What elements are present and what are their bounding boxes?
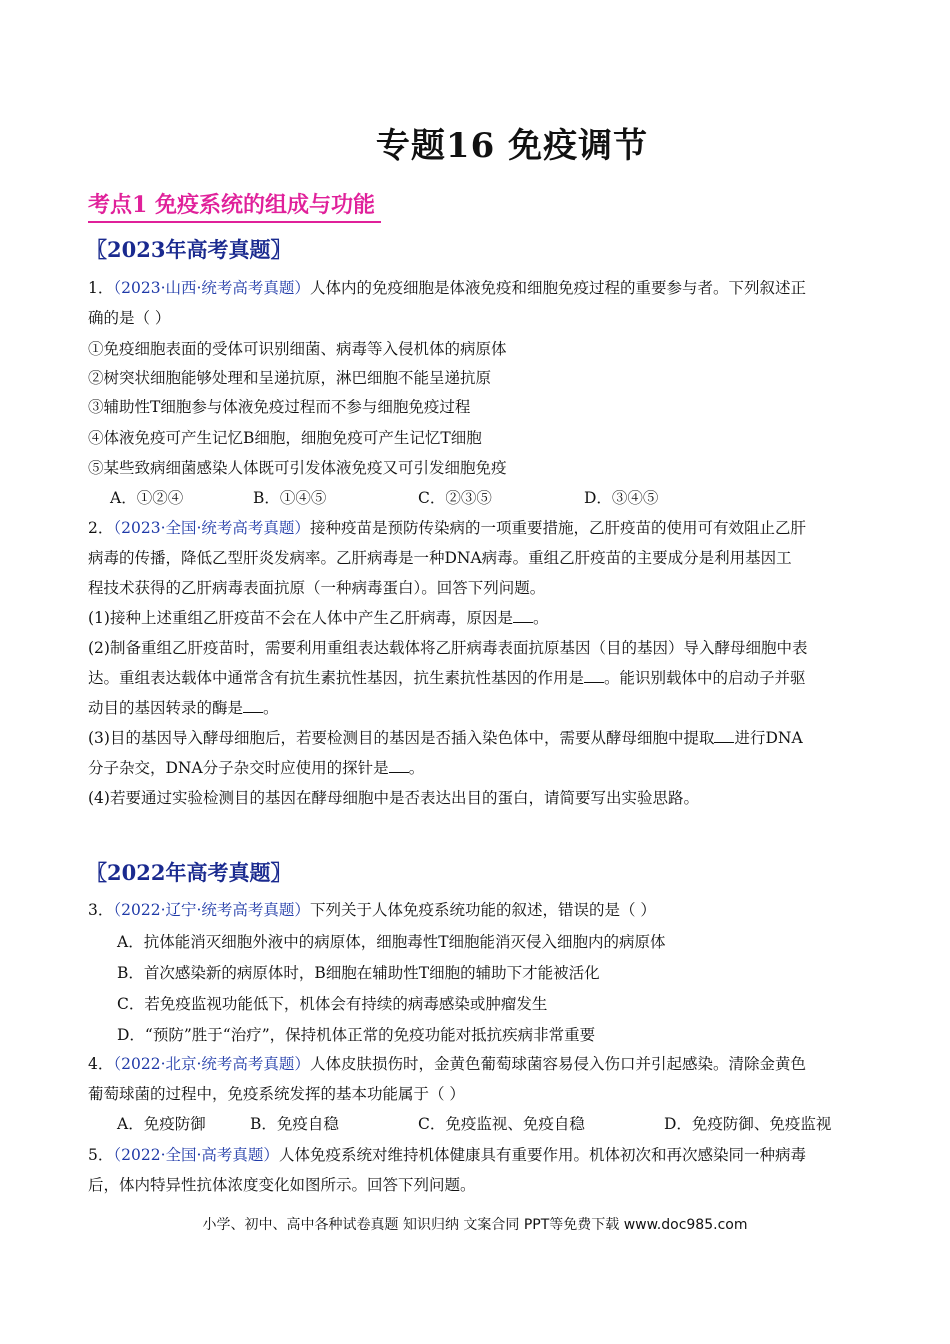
- answer-option-a: A．免疫防御: [117, 1115, 206, 1133]
- answer-option-b: B．首次感染新的病原体时，B细胞在辅助性T细胞的辅助下才能被活化: [117, 964, 600, 982]
- sub-question-text: 。: [532, 609, 549, 627]
- statement-item: ②树突状细胞能够处理和呈递抗原，淋巴细胞不能呈递抗原: [88, 369, 492, 387]
- statement-item: ③辅助性T细胞参与体液免疫过程而不参与细胞免疫过程: [88, 398, 471, 416]
- answer-option-d: D．“预防”胜于“治疗”，保持机体正常的免疫功能对抵抗疾病非常重要: [117, 1026, 596, 1044]
- answer-blank: [714, 728, 734, 743]
- question-stem: 人体内的免疫细胞是体液免疫和细胞免疫过程的重要参与者。下列叙述正: [309, 279, 806, 297]
- question-3: [88, 900, 656, 920]
- question-number: 5．: [88, 1146, 114, 1164]
- answer-option-c: C．②③⑤: [418, 489, 492, 507]
- sub-question-text: (1)接种上述重组乙肝疫苗不会在人体中产生乙肝病毒，原因是: [88, 609, 513, 627]
- answer-option-c: C．若免疫监视功能低下，机体会有持续的病毒感染或肿瘤发生: [117, 995, 548, 1013]
- answer-option-d: D．免疫防御、免疫监视: [664, 1115, 832, 1133]
- question-source: （2023·山西·统考高考真题）: [113, 279, 310, 297]
- sub-question-text: 。: [408, 759, 425, 777]
- question-number: 4．: [88, 1055, 114, 1073]
- question-stem-line: 程技术获得的乙肝病毒表面抗原（一种病毒蛋白）。回答下列问题。: [88, 579, 546, 597]
- question-stem-line: 后，体内特异性抗体浓度变化如图所示。回答下列问题。: [88, 1176, 476, 1194]
- question-number: 2．: [88, 519, 114, 537]
- answer-blank: [584, 668, 604, 683]
- sub-question-text: (3)目的基因导入酵母细胞后，若要检测目的基因是否插入染色体中，需要从酵母细胞中提取: [88, 729, 715, 747]
- sub-question-text: 动目的基因转录的酶是: [88, 699, 244, 717]
- question-stem: 人体皮肤损伤时，金黄色葡萄球菌容易侵入伤口并引起感染。清除金黄色: [309, 1055, 806, 1073]
- question-source: （2022·辽宁·统考高考真题）: [113, 901, 310, 919]
- question-stem-line: 葡萄球菌的过程中，免疫系统发挥的基本功能属于（ ）: [88, 1085, 465, 1103]
- answer-option-a: A．抗体能消灭细胞外液中的病原体，细胞毒性T细胞能消灭侵入细胞内的病原体: [117, 933, 666, 951]
- sub-question-2-cont: [88, 668, 806, 688]
- question-4: [88, 1054, 806, 1074]
- section-heading-2022: 〖2022年高考真题〗: [86, 860, 292, 885]
- sub-question-text: 。能识别载体中的启动子并驱: [604, 669, 806, 687]
- answer-blank: [389, 758, 409, 773]
- question-stem: 下列关于人体免疫系统功能的叙述，错误的是（ ）: [309, 901, 656, 919]
- answer-option-b: B．免疫自稳: [250, 1115, 339, 1133]
- page-footer: 小学、初中、高中各种试卷真题 知识归纳 文案合同 PPT等免费下载 www.doc985.com: [202, 1217, 748, 1233]
- sub-question-text: 。: [263, 699, 279, 717]
- sub-question-text: 分子杂交，DNA分子杂交时应使用的探针是: [88, 759, 389, 777]
- topic-heading: 考点1 免疫系统的组成与功能: [88, 188, 381, 223]
- sub-question-2-end: [88, 698, 279, 718]
- question-source: （2022·北京·统考高考真题）: [113, 1055, 310, 1073]
- answer-blank: [243, 698, 263, 713]
- answer-option-d: D．③④⑤: [584, 489, 659, 507]
- question-source: （2023·全国·统考高考真题）: [113, 519, 310, 537]
- page-title: 专题16 免疫调节: [375, 126, 649, 166]
- sub-question-text: 达。重组表达载体中通常含有抗生素抗性基因，抗生素抗性基因的作用是: [88, 669, 585, 687]
- sub-question-3-cont: [88, 758, 424, 778]
- sub-question-text: 进行DNA: [734, 729, 803, 747]
- statement-item: ①免疫细胞表面的受体可识别细菌、病毒等入侵机体的病原体: [88, 340, 507, 358]
- question-number: 3．: [88, 901, 114, 919]
- statement-item: ⑤某些致病细菌感染人体既可引发体液免疫又可引发细胞免疫: [88, 459, 507, 477]
- sub-question-3: [88, 728, 803, 748]
- answer-blank: [513, 608, 533, 623]
- question-stem-line: 病毒的传播，降低乙型肝炎发病率。乙肝病毒是一种DNA病毒。重组乙肝疫苗的主要成分是利用基因工: [88, 549, 792, 567]
- question-stem: 接种疫苗是预防传染病的一项重要措施，乙肝疫苗的使用可有效阻止乙肝: [309, 519, 806, 537]
- question-number: 1．: [88, 279, 114, 297]
- section-heading-2023: 〖2023年高考真题〗: [86, 237, 292, 262]
- sub-question-4: (4)若要通过实验检测目的基因在酵母细胞中是否表达出目的蛋白，请简要写出实验思路。: [88, 789, 699, 807]
- question-stem: 人体免疫系统对维持机体健康具有重要作用。机体初次和再次感染同一种病毒: [278, 1146, 806, 1164]
- question-source: （2022·全国·高考真题）: [113, 1146, 279, 1164]
- sub-question-2: (2)制备重组乙肝疫苗时，需要利用重组表达载体将乙肝病毒表面抗原基因（目的基因）导入酵母细胞中表: [88, 639, 808, 657]
- sub-question-1: [88, 608, 548, 628]
- question-stem-line: 确的是（ ）: [88, 309, 171, 327]
- question-5: [88, 1145, 806, 1165]
- answer-option-a: A．①②④: [110, 489, 184, 507]
- question-2: [88, 518, 806, 538]
- answer-option-b: B．①④⑤: [253, 489, 327, 507]
- question-1: [88, 278, 806, 298]
- statement-item: ④体液免疫可产生记忆B细胞，细胞免疫可产生记忆T细胞: [88, 429, 482, 447]
- answer-option-c: C．免疫监视、免疫自稳: [418, 1115, 585, 1133]
